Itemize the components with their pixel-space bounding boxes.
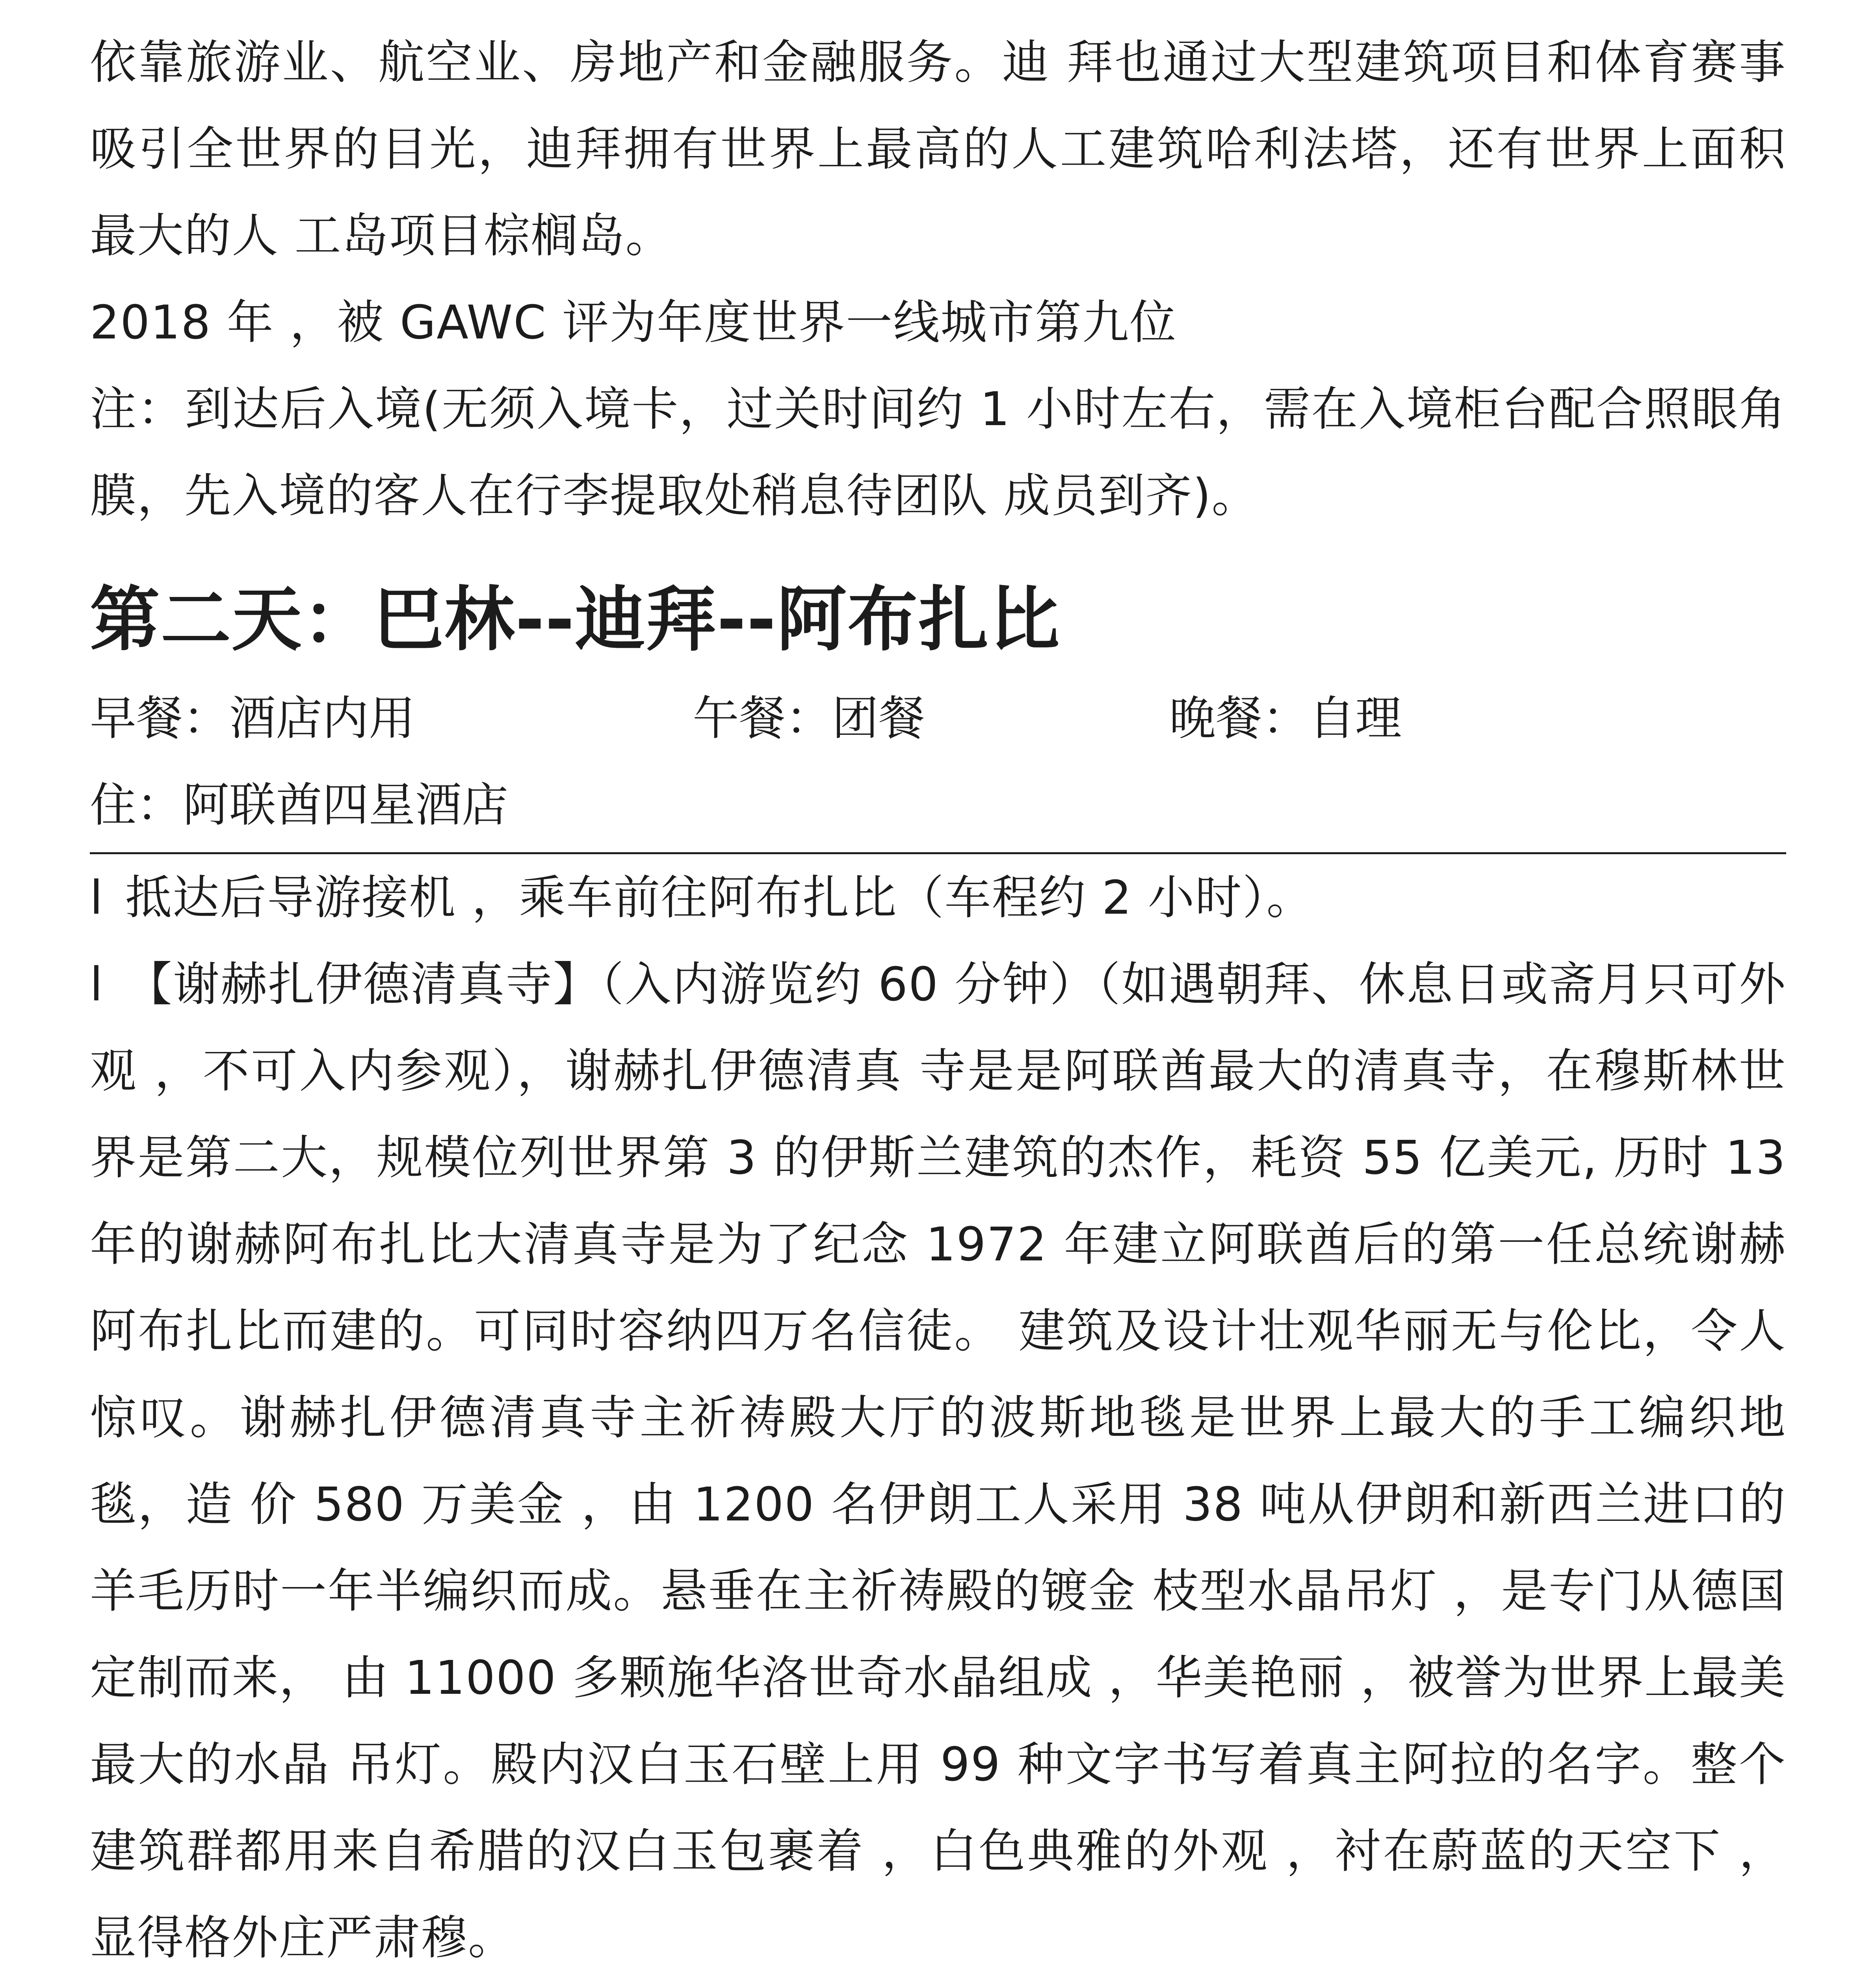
day-2-title: 第二天：巴林--迪拜--阿布扎比 xyxy=(90,579,1061,660)
bullet-marker: l xyxy=(90,870,104,925)
intro-paragraph: 依靠旅游业、航空业、房地产和金融服务。迪 拜也通过大型建筑项目和体育赛事吸引全世界的目光，迪拜拥有世界上最高的人工建筑哈利法塔，还有世界上面积最大的人 工岛项目棕榈岛。 xyxy=(90,35,1786,263)
dinner-info: 晚餐：自理 xyxy=(1169,691,1402,745)
hotel-info: 住：阿联酋四星酒店 xyxy=(90,778,509,832)
city-ranking-line: 2018 年 ，被 GAWC 评为年度世界一线城市第九位 xyxy=(90,295,1177,349)
meals-row xyxy=(90,675,1786,762)
itinerary-item-mosque xyxy=(90,941,1786,1970)
itinerary-item-text: 【谢赫扎伊德清真寺】（入内游览约 60 分钟）（如遇朝拜、休息日或斋月只可外观 ，不可入内参观），谢赫扎伊德清真 寺是是阿联酋最大的清真寺，在穆斯林世界是第二大，规模位列世界第 3 的伊斯兰建筑的杰作，耗资 55 亿美元, 历时 13 年的谢赫阿布扎比大清真寺是为了纪念 1972 年建立阿联酋后的第一任总统谢赫阿布扎比而建的。可同时容纳四万名信徒。 建筑及设计壮观华丽无与伦比，令人惊叹。谢赫扎伊德清真寺主祈祷殿大厅的波斯地毯是世界上最大的手工编织地毯，造 价 580 万美金 ，由 1200 名伊朗工人采用 38 吨从伊朗和新西兰进口的羊毛历时一年半编织而成。悬垂在主祈祷殿的镀金 枝型水晶吊灯 ，是专门从德国定制而来， 由 11000 多颗施华洛世奇水晶组成 ，华美艳丽 ，被誉为世界上最美最大的水晶 吊灯。殿内汉白玉石壁上用 99 种文字书写着真主阿拉的名字。整个建筑群都用来自希腊的汉白玉包裹着 ，白色典雅的外观 ，衬在蔚蓝的天空下 ，显得格外庄严肃穆。 xyxy=(90,957,1786,1965)
itinerary-list xyxy=(90,854,1786,1970)
document-page xyxy=(90,19,1786,1970)
breakfast-info: 早餐：酒店内用 xyxy=(90,691,416,745)
arrival-note: 注：到达后入境(无须入境卡，过关时间约 1 小时左右，需在入境柜台配合照眼角膜，先入境的客人在行李提取处稍息待团队 成员到齐)。 xyxy=(90,382,1786,523)
lunch-info: 午餐：团餐 xyxy=(693,691,925,745)
itinerary-item-airport xyxy=(90,854,1786,941)
itinerary-item-text: 抵达后导游接机 ，乘车前往阿布扎比（车程约 2 小时）。 xyxy=(125,870,1314,925)
bullet-marker: l xyxy=(90,957,104,1011)
